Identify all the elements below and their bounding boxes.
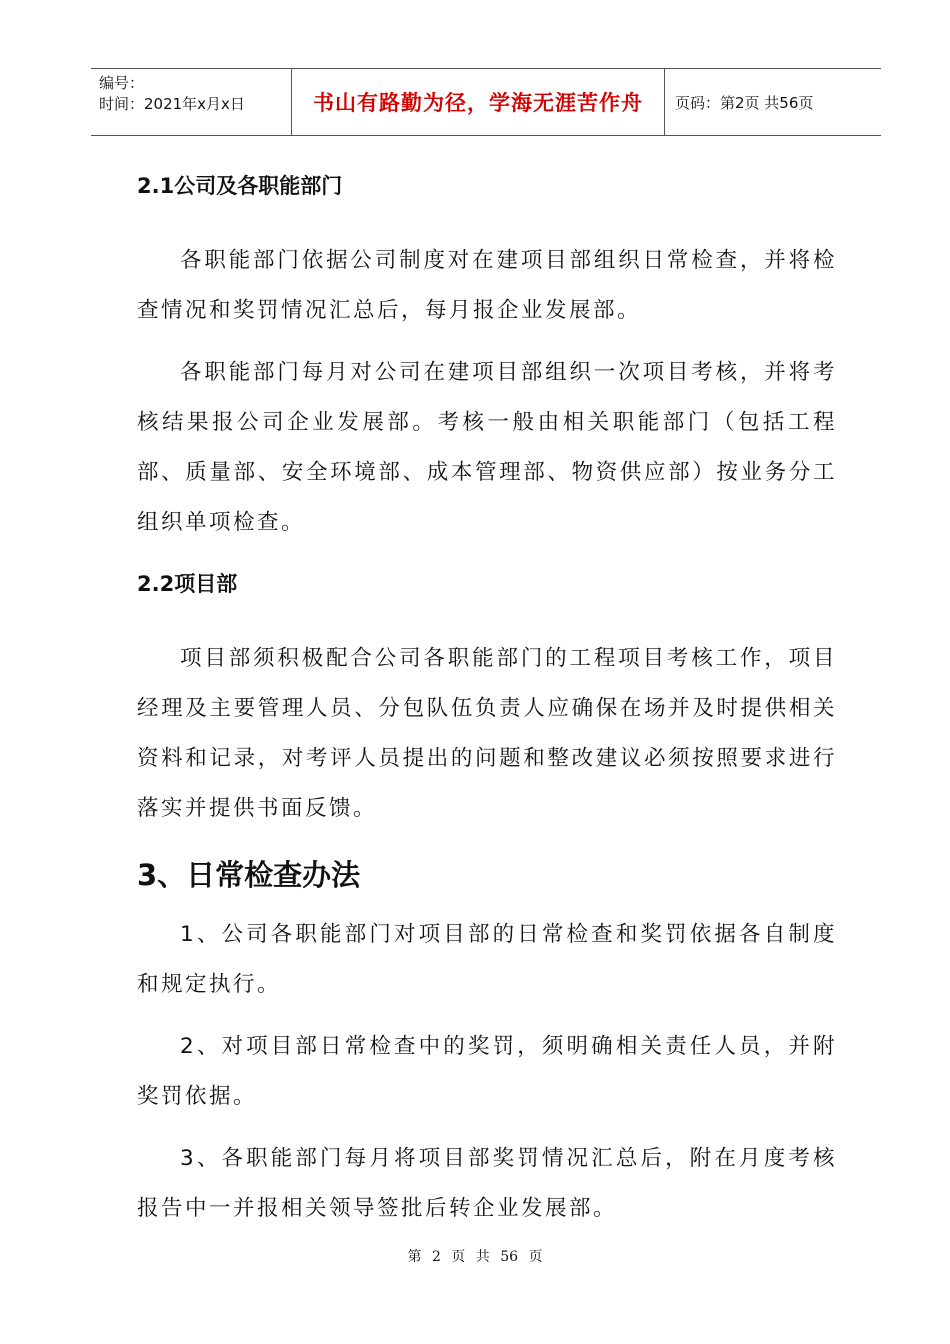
document-time-label: 时间：2021年x月x日 (99, 95, 245, 113)
section-2-2-title: 2.2项目部 (137, 572, 238, 596)
section-3-paragraph-1: 1、公司各职能部门对项目部的日常检查和奖罚依据各自制度和规定执行。 (137, 922, 837, 997)
section-2-2-paragraph-1: 项目部须积极配合公司各职能部门的工程项目考核工作，项目经理及主要管理人员、分包队伍负责人应确保在场并及时提供相关资料和记录，对考评人员提出的问题和整改建议必须按照要求进行落实并提供书面反馈。 (137, 646, 837, 821)
section-2-1-title: 2.1公司及各职能部门 (137, 174, 343, 198)
page-footer: 第 2 页 共 56 页 (407, 1249, 543, 1265)
section-3-title: 3、日常检查办法 (137, 858, 361, 892)
section-2-1-paragraph-2: 各职能部门每月对公司在建项目部组织一次项目考核，并将考核结果报公司企业发展部。考核一般由相关职能部门（包括工程部、质量部、安全环境部、成本管理部、物资供应部）按业务分工组织单项检查。 (137, 360, 837, 535)
section-3-paragraph-3: 3、各职能部门每月将项目部奖罚情况汇总后，附在月度考核报告中一并报相关领导签批后转企业发展部。 (137, 1146, 837, 1221)
section-3-paragraph-2: 2、对项目部日常检查中的奖罚，须明确相关责任人员，并附奖罚依据。 (137, 1034, 837, 1109)
section-2-1-paragraph-1: 各职能部门依据公司制度对在建项目部组织日常检查，并将检查情况和奖罚情况汇总后，每月报企业发展部。 (137, 248, 837, 323)
page-header (91, 68, 881, 136)
document-body (137, 150, 837, 1246)
header-motto: 书山有路勤为径，学海无涯苦作舟 (292, 69, 665, 135)
document-number-label: 编号： (99, 74, 145, 92)
header-page-number: 页码：第2页 共56页 (675, 93, 814, 112)
header-meta (91, 69, 292, 135)
